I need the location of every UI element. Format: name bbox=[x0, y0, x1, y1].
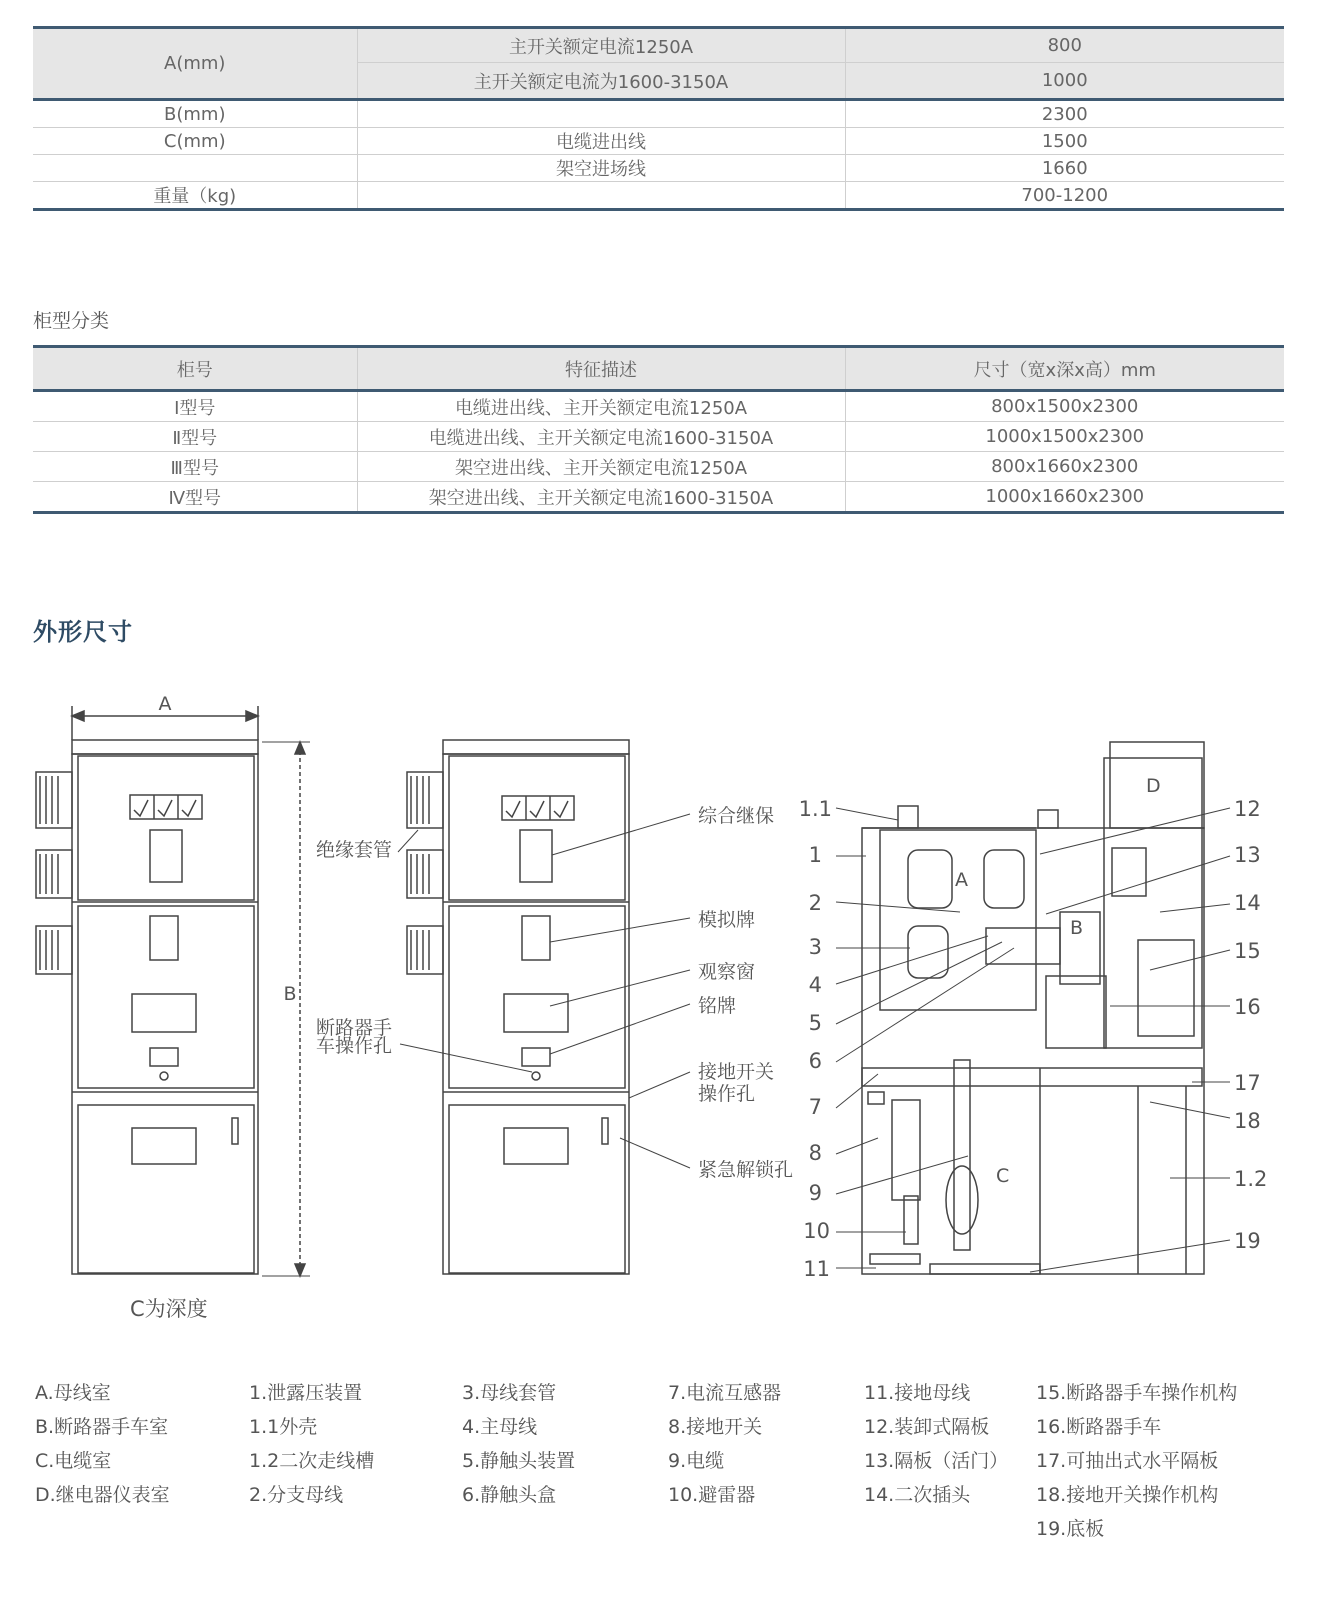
c-sub1: 电缆进出线 bbox=[357, 128, 845, 155]
legend-item: 3.母线套管 bbox=[462, 1382, 557, 1404]
legend-item: 5.静触头装置 bbox=[462, 1450, 576, 1472]
desc-cell: 电缆进出线、主开关额定电流1600-3150A bbox=[357, 422, 845, 452]
section-letter-d: D bbox=[1146, 775, 1161, 797]
num-label: 1 bbox=[808, 843, 822, 867]
num-label: 7 bbox=[808, 1095, 822, 1119]
depth-note: C为深度 bbox=[130, 1297, 208, 1321]
table-row bbox=[33, 422, 1284, 452]
legend-item: 7.电流互感器 bbox=[668, 1382, 782, 1404]
legend-col-4 bbox=[668, 1376, 781, 1512]
section-letter-c: C bbox=[996, 1165, 1010, 1187]
cabinet-drawing bbox=[0, 680, 1320, 1340]
a-val1: 800 bbox=[845, 28, 1284, 63]
legend-item: 16.断路器手车 bbox=[1036, 1416, 1162, 1438]
callout-earth-switch-2: 操作孔 bbox=[698, 1083, 756, 1105]
type-cell: Ⅲ型号 bbox=[33, 452, 357, 482]
a-label: A(mm) bbox=[33, 28, 357, 100]
weight-sub bbox=[357, 182, 845, 210]
legend-item: 4.主母线 bbox=[462, 1416, 538, 1438]
num-label: 1.1 bbox=[798, 797, 832, 821]
callout-mimic: 模拟牌 bbox=[698, 909, 756, 931]
type-table bbox=[33, 345, 1284, 514]
type-cell: Ⅰ型号 bbox=[33, 391, 357, 422]
c-label-blank bbox=[33, 155, 357, 182]
b-label: B(mm) bbox=[33, 100, 357, 128]
legend-item: 17.可抽出式水平隔板 bbox=[1036, 1450, 1219, 1472]
legend-item: 2.分支母线 bbox=[249, 1484, 344, 1506]
section-letter-b: B bbox=[1070, 917, 1084, 939]
legend-item: B.断路器手车室 bbox=[35, 1416, 169, 1438]
weight-label: 重量（kg) bbox=[33, 182, 357, 210]
legend-item: C.电缆室 bbox=[35, 1450, 112, 1472]
section-title: 外形尺寸 bbox=[33, 618, 133, 646]
size-cell: 1000x1660x2300 bbox=[845, 482, 1284, 513]
a-sub1: 主开关额定电流1250A bbox=[357, 28, 845, 63]
legend-item: 10.避雷器 bbox=[668, 1484, 756, 1506]
num-label: 17 bbox=[1234, 1071, 1261, 1095]
size-cell: 800x1660x2300 bbox=[845, 452, 1284, 482]
legend-col-5 bbox=[864, 1376, 1008, 1512]
front-view-middle bbox=[398, 740, 690, 1274]
num-label: 6 bbox=[808, 1049, 822, 1073]
legend-item: 11.接地母线 bbox=[864, 1382, 971, 1404]
desc-cell: 电缆进出线、主开关额定电流1250A bbox=[357, 391, 845, 422]
dim-a-label: A bbox=[158, 693, 172, 715]
num-label: 8 bbox=[808, 1141, 822, 1165]
legend-col-1 bbox=[35, 1376, 170, 1512]
legend-item: 1.2二次走线槽 bbox=[249, 1450, 375, 1472]
legend-item: 18.接地开关操作机构 bbox=[1036, 1484, 1219, 1506]
legend-item: 12.装卸式隔板 bbox=[864, 1416, 990, 1438]
table-row bbox=[33, 452, 1284, 482]
num-label: 4 bbox=[808, 973, 822, 997]
a-val2: 1000 bbox=[845, 63, 1284, 100]
num-label: 13 bbox=[1234, 843, 1261, 867]
desc-cell: 架空进出线、主开关额定电流1250A bbox=[357, 452, 845, 482]
num-label: 16 bbox=[1234, 995, 1261, 1019]
num-label: 12 bbox=[1234, 797, 1261, 821]
num-label: 10 bbox=[803, 1219, 830, 1243]
size-cell: 1000x1500x2300 bbox=[845, 422, 1284, 452]
desc-cell: 架空进出线、主开关额定电流1600-3150A bbox=[357, 482, 845, 513]
section-view bbox=[836, 742, 1230, 1274]
front-view-left bbox=[36, 706, 310, 1276]
legend-item: 15.断路器手车操作机构 bbox=[1036, 1382, 1238, 1404]
num-label: 9 bbox=[808, 1181, 822, 1205]
c-val1: 1500 bbox=[845, 128, 1284, 155]
legend-item: 1.泄露压装置 bbox=[249, 1382, 363, 1404]
num-label: 2 bbox=[808, 891, 822, 915]
num-label: 3 bbox=[808, 935, 822, 959]
legend-item: 13.隔板（活门） bbox=[864, 1450, 1009, 1472]
type-cell: Ⅳ型号 bbox=[33, 482, 357, 513]
legend-item: 6.静触头盒 bbox=[462, 1484, 557, 1506]
num-label: 1.2 bbox=[1234, 1167, 1268, 1191]
legend-col-2 bbox=[249, 1376, 374, 1512]
c-label: C(mm) bbox=[33, 128, 357, 155]
num-label: 18 bbox=[1234, 1109, 1261, 1133]
num-label: 19 bbox=[1234, 1229, 1261, 1253]
callout-earth-switch-1: 接地开关 bbox=[698, 1061, 775, 1083]
c-sub2: 架空进场线 bbox=[357, 155, 845, 182]
c-val2: 1660 bbox=[845, 155, 1284, 182]
legend-col-3 bbox=[462, 1376, 575, 1512]
type-cell: Ⅱ型号 bbox=[33, 422, 357, 452]
dimension-table bbox=[33, 26, 1284, 211]
callout-emergency-unlock: 紧急解锁孔 bbox=[698, 1159, 794, 1181]
num-label: 14 bbox=[1234, 891, 1261, 915]
callout-nameplate: 铭牌 bbox=[698, 995, 737, 1017]
num-label: 15 bbox=[1234, 939, 1261, 963]
callout-relay: 综合继保 bbox=[698, 805, 775, 827]
header-desc: 特征描述 bbox=[357, 347, 845, 391]
table-row bbox=[33, 482, 1284, 513]
num-label: 5 bbox=[808, 1011, 822, 1035]
legend-item: D.继电器仪表室 bbox=[35, 1484, 170, 1506]
b-sub bbox=[357, 100, 845, 128]
num-label: 11 bbox=[803, 1257, 830, 1281]
size-cell: 800x1500x2300 bbox=[845, 391, 1284, 422]
legend-item: A.母线室 bbox=[35, 1382, 111, 1404]
type-caption: 柜型分类 bbox=[33, 310, 110, 332]
legend-item: 19.底板 bbox=[1036, 1518, 1105, 1540]
b-val: 2300 bbox=[845, 100, 1284, 128]
header-type: 柜号 bbox=[33, 347, 357, 391]
callout-window: 观察窗 bbox=[698, 961, 756, 983]
callout-bushing: 绝缘套管 bbox=[316, 839, 393, 861]
weight-val: 700-1200 bbox=[845, 182, 1284, 210]
callout-breaker-hole-1: 断路器手 bbox=[316, 1017, 393, 1039]
dim-b-label: B bbox=[283, 983, 297, 1005]
legend-col-6 bbox=[1036, 1376, 1237, 1546]
callout-breaker-hole-2: 车操作孔 bbox=[316, 1035, 393, 1057]
header-size: 尺寸（宽x深x高）mm bbox=[845, 347, 1284, 391]
a-sub2: 主开关额定电流为1600-3150A bbox=[357, 63, 845, 100]
legend-item: 1.1外壳 bbox=[249, 1416, 318, 1438]
section-letter-a: A bbox=[955, 869, 968, 891]
legend-item: 9.电缆 bbox=[668, 1450, 725, 1472]
legend-item: 14.二次插头 bbox=[864, 1484, 971, 1506]
legend-item: 8.接地开关 bbox=[668, 1416, 763, 1438]
table-row bbox=[33, 391, 1284, 422]
